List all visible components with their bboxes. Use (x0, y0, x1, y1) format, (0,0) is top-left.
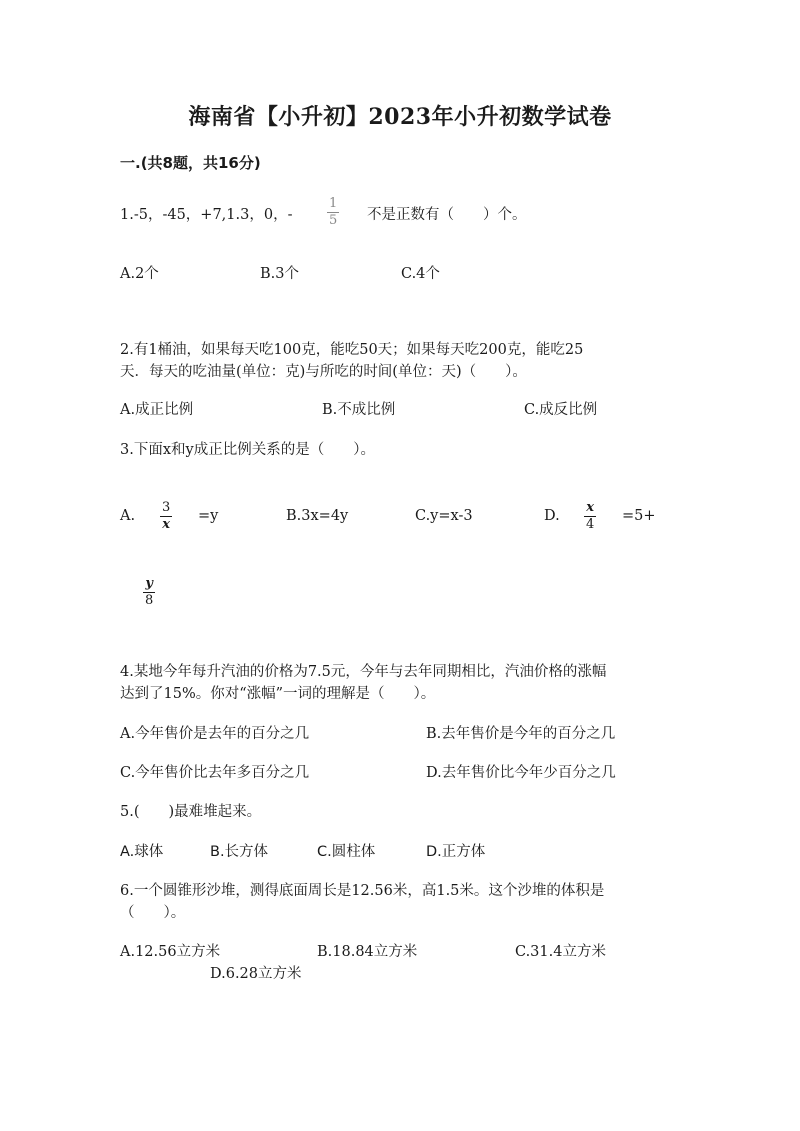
question-2-option-a: A.成正比例 (120, 402, 194, 418)
fraction-denominator: x (162, 517, 171, 532)
question-2-line-1: 2.有1桶油，如果每天吃100克，能吃50天；如果每天吃200克，能吃25 (120, 342, 584, 358)
question-1-option-c: C.4个 (401, 266, 440, 282)
question-5-option-d: D.正方体 (426, 844, 486, 860)
fraction-numerator: 1 (329, 196, 338, 211)
question-3-option-a-fraction (160, 501, 172, 532)
question-3-option-d-rest: =5+ (622, 508, 656, 524)
question-4-option-c: C.今年售价比去年多百分之几 (120, 765, 310, 781)
fraction-denominator: 5 (329, 213, 338, 228)
fraction-denominator: 8 (145, 593, 154, 608)
question-4-option-b: B.去年售价是今年的百分之几 (426, 726, 616, 742)
question-5-stem: 5.( )最难堆起来。 (120, 804, 262, 820)
fraction-numerator: 3 (162, 500, 171, 515)
page-title: 海南省【小升初】2023年小升初数学试卷 (188, 104, 612, 130)
question-2-line-2: 天．每天的吃油量(单位：克)与所吃的时间(单位：天)（ ）。 (120, 364, 527, 380)
question-4-line-2: 达到了15%。你对“涨幅”一词的理解是（ ）。 (120, 686, 436, 702)
question-6-line-2: （ ）。 (120, 905, 186, 921)
question-6-option-a: A.12.56立方米 (120, 944, 221, 960)
question-6-line-1: 6.一个圆锥形沙堆，测得底面周长是12.56米，高1.5米。这个沙堆的体积是 (120, 883, 605, 899)
question-2-option-c: C.成反比例 (524, 402, 598, 418)
question-3-stem: 3.下面x和y成正比例关系的是（ ）。 (120, 442, 375, 458)
question-6-option-d: D.6.28立方米 (210, 966, 302, 982)
question-5-option-c: C.圆柱体 (317, 844, 376, 860)
question-3-option-d-fraction-2 (143, 577, 155, 608)
question-6-option-c: C.31.4立方米 (515, 944, 606, 960)
fraction-numerator: x (586, 500, 595, 515)
question-2-option-b: B.不成比例 (322, 402, 396, 418)
question-1-stem-end: 不是正数有（ ）个。 (367, 207, 527, 223)
question-4-option-d: D.去年售价比今年少百分之几 (426, 765, 616, 781)
question-3-option-d-fraction (584, 501, 596, 532)
question-6-option-b: B.18.84立方米 (317, 944, 418, 960)
fraction-numerator: y (145, 576, 153, 591)
question-1-stem: 1.-5，-45，+7,1.3，0，- (120, 207, 293, 223)
question-4-line-1: 4.某地今年每升汽油的价格为7.5元，今年与去年同期相比，汽油价格的涨幅 (120, 664, 607, 680)
question-5-option-b: B.长方体 (210, 844, 269, 860)
question-1-option-a: A.2个 (120, 266, 159, 282)
fraction-denominator: 4 (586, 517, 595, 532)
question-3-option-d-label: D. (544, 508, 560, 524)
question-3-option-a-rest: =y (198, 508, 219, 524)
question-5-option-a: A.球体 (120, 844, 164, 860)
section-header: 一.(共8题，共16分) (120, 154, 261, 172)
question-1-option-b: B.3个 (260, 266, 299, 282)
question-3-option-b: B.3x=4y (286, 508, 349, 524)
question-3-option-c: C.y=x-3 (415, 508, 473, 524)
question-1-fraction (327, 197, 339, 228)
question-3-option-a-label: A. (120, 508, 136, 524)
question-4-option-a: A.今年售价是去年的百分之几 (120, 726, 310, 742)
